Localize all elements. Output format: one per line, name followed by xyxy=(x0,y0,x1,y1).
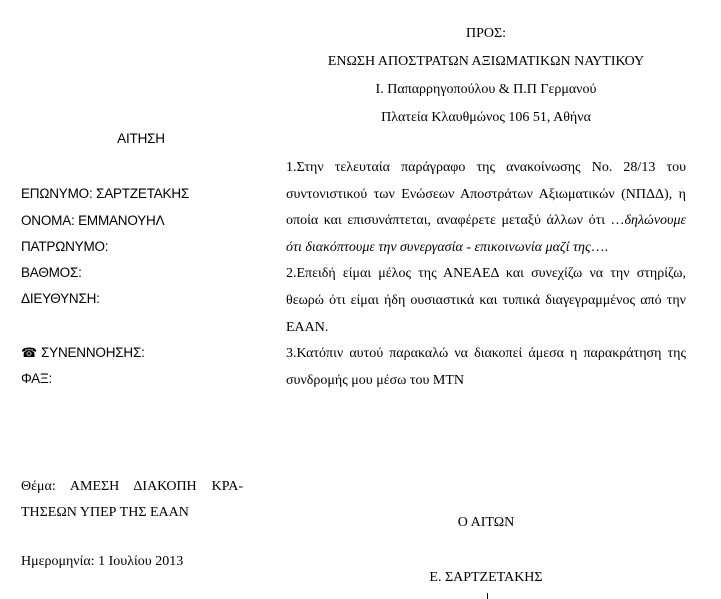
document-title: ΑΙΤΗΣΗ xyxy=(117,131,165,146)
paragraph-1-text: 1.Στην τελευταία παράγραφο της ανακοίνωσης Νο. 28/13 του συντονιστικού των Ενώσεων Αποστράτων Αξιωματικών (ΝΠΔΔ), η οποία και επισυνάπτεται, αναφέρετε μεταξύ άλλων ότι … xyxy=(286,160,686,229)
subject-block xyxy=(21,474,243,526)
page-edge-mark xyxy=(487,593,488,599)
signature-label: Ο ΑΙΤΩΝ xyxy=(457,515,515,530)
paragraph-1-ellipsis: …. xyxy=(590,239,609,255)
subject-line-1: Θέμα: ΑΜΕΣΗ ΔΙΑΚΟΠΗ ΚΡΑ- xyxy=(21,479,243,494)
recipient-block xyxy=(284,20,688,132)
field-address: ΔΙΕΥΘΥΝΣΗ: xyxy=(21,291,100,306)
paragraph-2: 2.Επειδή είμαι μέλος της ΑΝΕΑΕΔ και συνεχίζω να την στηρίζω, θεωρώ ότι είμαι ήδη ουσιαστικά και τυπικά διαγεγραμμένος από την ΕΑΑΝ. xyxy=(286,266,686,335)
recipient-street: Ι. Παπαρρηγοπούλου & Π.Π Γερμανού xyxy=(375,82,597,97)
request-body xyxy=(286,155,686,394)
paragraph-1-italic: δηλώνουμε ότι διακόπτουμε την συνεργασία - επικοινωνία μαζί της xyxy=(286,213,686,255)
field-phone xyxy=(21,345,145,361)
field-fax: ΦΑΞ: xyxy=(21,371,53,386)
paragraph-1 xyxy=(286,155,686,261)
phone-icon: ☎ xyxy=(21,345,37,360)
field-name: ΟΝΟΜΑ: ΕΜΜΑΝΟΥΗΛ xyxy=(21,213,165,228)
field-surname: ΕΠΩΝΥΜΟ: ΣΑΡΤΖΕΤΑΚΗΣ xyxy=(21,186,190,201)
recipient-org: ΕΝΩΣΗ ΑΠΟΣΤΡΑΤΩΝ ΑΞΙΩΜΑΤΙΚΩΝ ΝΑΥΤΙΚΟΥ xyxy=(327,54,645,69)
signature-name: Ε. ΣΑΡΤΖΕΤΑΚΗΣ xyxy=(429,570,543,585)
subject-line-2: ΤΗΣΕΩΝ ΥΠΕΡ ΤΗΣ ΕΑΑΝ xyxy=(21,505,189,520)
date: Ημερομηνία: 1 Ιουλίου 2013 xyxy=(21,554,184,569)
field-phone-label: ΣΥΝΕΝΝΟΗΣΗΣ: xyxy=(41,345,145,360)
recipient-square: Πλατεία Κλαυθμώνος 106 51, Αθήνα xyxy=(381,110,591,125)
recipient-to: ΠΡΟΣ: xyxy=(465,26,507,41)
field-rank: ΒΑΘΜΟΣ: xyxy=(21,265,82,280)
field-father: ΠΑΤΡΩΝΥΜΟ: xyxy=(21,239,109,254)
paragraph-3: 3.Κατόπιν αυτού παρακαλώ να διακοπεί άμεσα η παρακράτηση της συνδρομής μου μέσω του ΜΤΝ xyxy=(286,346,686,388)
